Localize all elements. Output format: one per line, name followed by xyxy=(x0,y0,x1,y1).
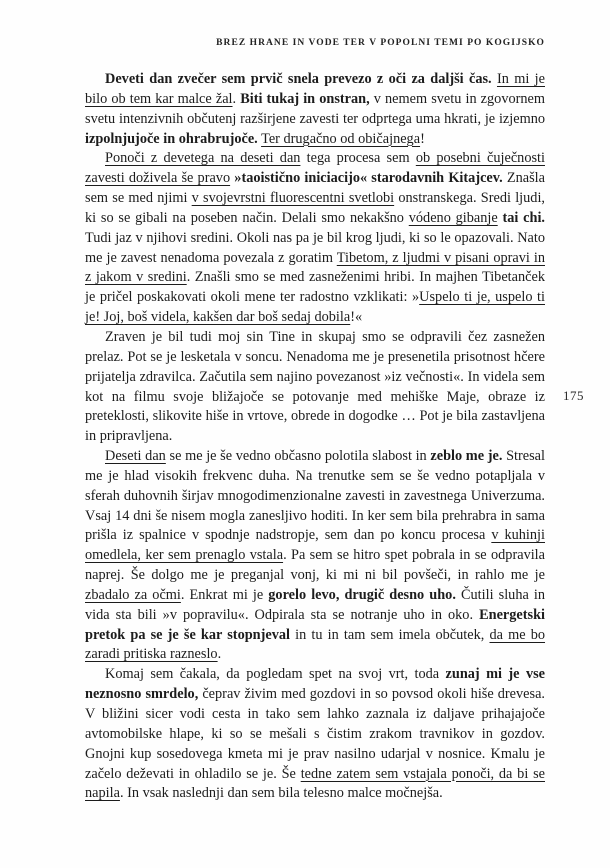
text-run: . Pa sem se hitro spet pobrala in se odpravila naprej. Še dolgo me je preganjal vonj, ki mi ni bil povšeči, in rahlo me je xyxy=(85,547,546,584)
text-run: Uspelo ti je, uspelo ti je! Joj, boš videla, kakšen dar boš sedaj dobila xyxy=(85,289,545,326)
text-run: . xyxy=(232,90,241,107)
text-run: tai chi. xyxy=(502,209,545,226)
text-run: vódeno gibanje xyxy=(408,209,498,226)
text-run: »taoistično iniciacijo« starodavnih Kitajcev. xyxy=(234,170,503,187)
text-run: tega procesa sem xyxy=(300,150,416,167)
text-run: Deseti dan xyxy=(105,448,166,465)
text-run: Deveti dan zvečer sem prvič snela prevezo z oči za daljši čas. xyxy=(105,71,497,87)
text-run: In mi je bilo ob tem kar malce žal xyxy=(85,71,545,107)
text-run: Ter drugačno od običajnega xyxy=(261,130,421,147)
text-run: se me je še vedno občasno polotila slabost in xyxy=(165,448,431,465)
text-run: zbadalo za očmi xyxy=(85,586,181,603)
text-run: v kuhinji omedlela, ker sem prenaglo vstala xyxy=(85,527,545,564)
text-run: Energetski pretok pa se je še kar stopnjeval xyxy=(85,606,545,643)
running-header: BREZ HRANE IN VODE TER V POPOLNI TEMI PO KOGIJSKO xyxy=(216,38,545,48)
paragraph xyxy=(85,447,545,665)
text-run: zunaj mi je vse neznosno smrdelo, xyxy=(85,666,545,703)
text-run: in tu in tam sem imela občutek, xyxy=(290,626,490,643)
text-run: Komaj sem čakala, da pogledam spet na svoj vrt, toda xyxy=(105,666,446,683)
text-run: da me bo zaradi pritiska razneslo xyxy=(85,626,546,663)
text-run: !« xyxy=(350,309,363,326)
text-run: izpolnjujoče in ohrabrujoče. xyxy=(85,130,258,147)
text-run: v nemem svetu in zgovornem svetu intenzivnih občutenj razširjene zavesti ter odprtega uma hkrati, je izjemno xyxy=(85,90,545,127)
paragraph xyxy=(85,328,545,447)
text-run: tedne zatem sem vstajala ponoči, da bi se napila xyxy=(85,765,545,802)
text-run: Tibetom, z ljudmi v pisani opravi in z jakom v sredini xyxy=(85,249,545,286)
text-run: Tudi jaz v njihovi sredini. Okoli nas pa je bil krog ljudi, ki so le opazovali. Nato me je zavest nenadoma povezala z goratim xyxy=(85,229,545,266)
text-run: gorelo levo, drugič desno uho. xyxy=(268,586,456,603)
text-run: Biti tukaj in onstran, xyxy=(240,90,370,107)
text-run: . xyxy=(217,646,222,663)
text-run: zeblo me je. xyxy=(430,448,503,465)
text-run: v svojevrstni fluorescentni svetlobi xyxy=(191,190,395,207)
paragraph xyxy=(85,149,545,328)
text-run: onstranskega. Sredi ljudi, ki so se gibali na poseben način. Delali smo nekakšno xyxy=(85,190,545,226)
text-run: Čutili sluha in vida sta bili »v popravilu«. Odpirala sta se notranje uho in oko. xyxy=(85,586,546,623)
text-run: . In vsak naslednji dan sem bila telesno malce močnejša. xyxy=(119,785,443,802)
text-run: Ponoči z devetega na deseti dan xyxy=(105,150,301,167)
text-run: ! xyxy=(420,130,425,147)
text-run: . Znašli smo se med zasneženimi hribi. In majhen Tibetanček je pričel poskakovati okoli mene ter radostno vzklikati: » xyxy=(85,269,545,306)
text-run: čeprav živim med gozdovi in so povsod okoli hiše drevesa. V bližini sicer vodi cesta in tako sem lahko zaznala iz daljave prihajajoče avtomobilske hlape, ki so se mešali s čistim zrakom travnikov in gozdov. Gnojni kup sosedovega kmeta mi je prav nasilno udarjal v nosnice. Kmalu je začelo deževati in ohladilo se je. Še xyxy=(85,686,545,782)
text-run: Znašla sem se med njimi xyxy=(85,170,545,207)
paragraph xyxy=(85,70,545,149)
paragraph xyxy=(85,665,545,804)
text-run: Stresal me je hlad visokih frekvenc duha. Na trenutke sem se še vedno potapljala v sferah duhovnih širjav mnogodimenzionalne zavesti in zavestnega Univerzuma. Vsaj 14 dni še nisem mogla zanesljivo hoditi. In ker sem bila prehrabra in sama prišla iz spalnice v spodnje nadstropje, sem dan po koncu procesa xyxy=(85,448,545,544)
body-text xyxy=(85,70,545,804)
text-run: Zraven je bil tudi moj sin Tine in skupaj smo se odpravili čez zasnežen prelaz. Pot se je lesketala v soncu. Nenadoma me je presenetila prisotnost hčere prijatelja zdravilca. Začutila sem najino povezanost »iz večnosti«. In videla sem kot na filmu svoje bližajoče se potovanje med mehiške Maje, obraze iz preteklosti, slikovite hiše in vrtove, obrede in dogodke … Pot je bila zastavljena in pripravljena. xyxy=(85,328,545,445)
text-run: ob posebni čuječnosti zavesti doživela še pravo xyxy=(85,150,545,187)
page-number: 175 xyxy=(563,388,584,403)
text-run: . Enkrat mi je xyxy=(180,586,269,603)
